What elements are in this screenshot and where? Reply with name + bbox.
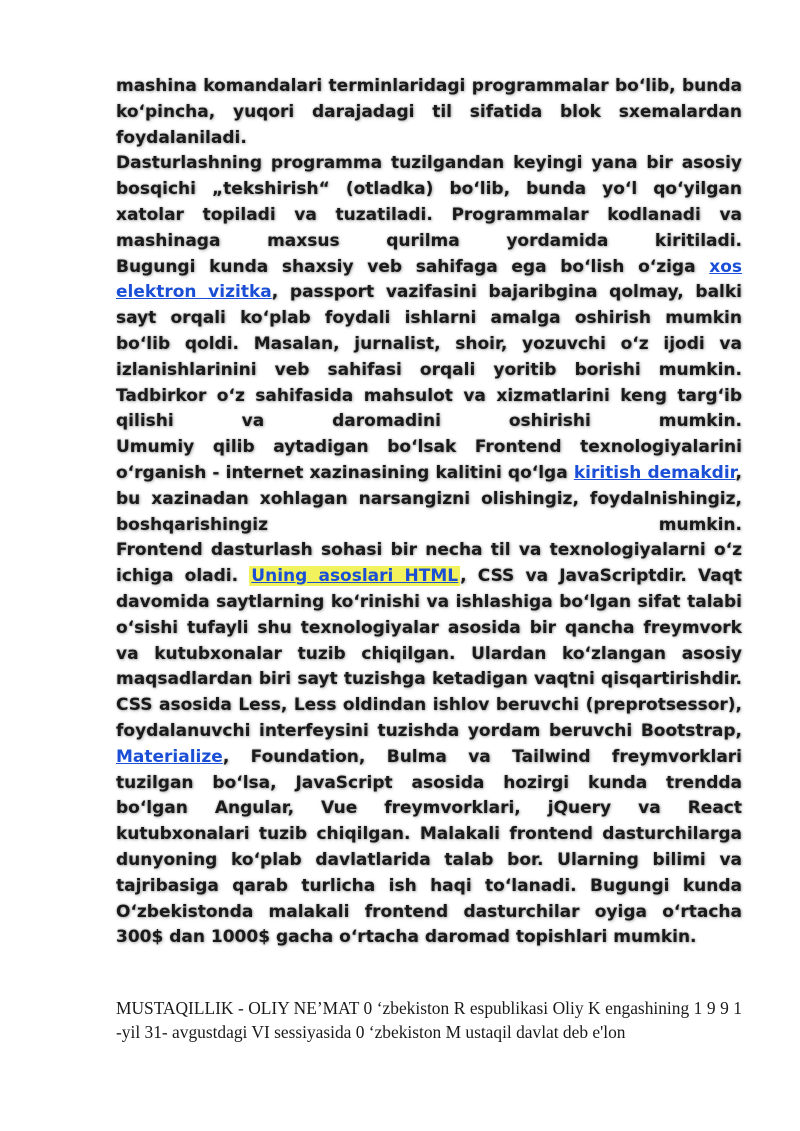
footer-paragraph: MUSTAQILLIK - OLIY NE’MAT 0 ‘zbekiston R espublikasi Oliy K engashining 1 9 9 1 -yil 31- avgustdagi VI sessiyasida 0 ‘zbekiston M ustaqil davlat deb e'lon — [116, 998, 742, 1042]
main-text-block — [116, 74, 742, 951]
paragraph-4-text-start: Umumiy qilib aytadigan bo‘lsak Frontend texnologiyalarini o‘rganish - internet xazinasining kalitini qo‘lga — [116, 437, 742, 483]
paragraph-3-text-start: Bugungi kunda shaxsiy veb sahifaga ega bo‘lish o‘ziga — [116, 256, 710, 277]
materialize-link[interactable]: Materialize — [116, 746, 223, 767]
paragraph-5 — [116, 538, 742, 951]
paragraph-2: Dasturlashning programma tuzilgandan keyingi yana bir asosiy bosqichi „tekshirish“ (otladka) bo‘lib, bunda yo‘l qo‘yilgan xatolar topiladi va tuzatiladi. Programmalar kodlanadi va mashinaga maxsus qurilma yordamida kiritiladi. — [116, 153, 742, 251]
paragraph-3 — [116, 255, 742, 436]
paragraph-5-text-end: , Foundation, Bulma va Tailwind freymvorklari tuzilgan bo‘lsa, JavaScript asosida hozirgi kunda trendda bo‘lgan Angular, Vue freymvorklari, jQuery va React kutubxonalari tuzib chiqilgan. Malakali frontend dasturchilarga dunyoning ko‘plab davlatlarida talab bor. Ularning bilimi va tajribasiga qarab turlicha ish haqi to‘lanadi. Bugungi kunda O‘zbekistonda malakali frontend dasturchilar oyiga o‘rtacha 300$ dan 1000$ gacha o‘rtacha daromad topishlari mumkin. — [116, 746, 742, 948]
html-highlight-link[interactable]: Uning asoslari HTML — [251, 566, 459, 587]
kiritish-demakdir-link[interactable]: kiritish demakdir — [573, 462, 736, 483]
xos-elektron-vizitka-link[interactable]: xos elektron vizitka — [116, 256, 742, 303]
paragraph-1: mashina komandalari terminlaridagi programmalar bo‘lib, bunda ko‘pincha, yuqori darajadagi til sifatida blok sxemalardan foydalaniladi. — [116, 76, 742, 148]
paragraph-5-text-start: Frontend dasturlash sohasi bir necha til va texnologiyalarni o‘z ichiga oladi. — [116, 540, 742, 587]
paragraph-5-text-middle: , CSS va JavaScriptdir. Vaqt davomida saytlarning ko‘rinishi va ishlashiga bo‘lgan sifat talabi o‘sishi tufayli shu texnologiyalar asosida bir qancha freymvork va kutubxonalar tuzib chiqilgan. Ulardan ko‘zlangan asosiy maqsadlardan biri sayt tuzishga ketadigan vaqtni qisqartirishdir. CSS asosida Less, Less oldindan ishlov beruvchi (preprotsessor), foydalanuvchi interfeysini tuzishda yordam beruvchi Bootstrap, — [116, 566, 742, 741]
paragraph-4-text-end: , bu xazinadan xohlagan narsangizni olishingiz, foydalnishingiz, boshqarishingiz mumkin. — [116, 462, 742, 535]
paragraph-4 — [116, 435, 742, 538]
paragraph-3-text-end: , passport vazifasini bajaribgina qolmay, balki sayt orqali ko‘plab foydali ishlarni amalga oshirish mumkin bo‘lib qoldi. Masalan, jurnalist, shoir, yozuvchi o‘z ijodi va izlanishlarinini veb sahifasi orqali yoritib borishi mumkin. Tadbirkor o‘z sahifasida mahsulot va xizmatlarini keng targ‘ib qilishi va daromadini oshirishi mumkin. — [116, 282, 743, 432]
footer-text-block — [116, 996, 742, 1044]
document-page — [116, 74, 742, 951]
